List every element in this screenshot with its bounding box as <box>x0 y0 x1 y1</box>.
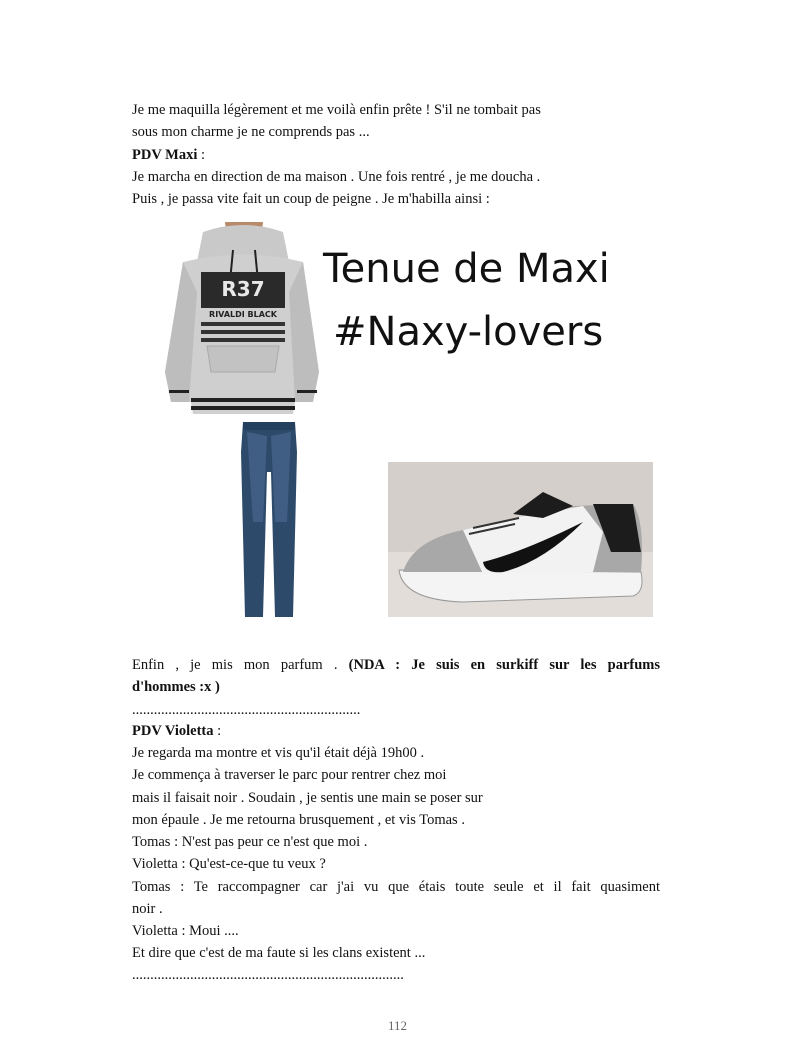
separator-dots: ........................................................................... <box>132 967 404 983</box>
paragraph-line: Et dire que c'est de ma faute si les clans existent ... <box>132 945 426 961</box>
pdv-maxi-heading-line <box>132 145 205 165</box>
outfit-collage-image <box>163 222 653 617</box>
paragraph-line: mon épaule . Je me retourna brusquement , et vis Tomas . <box>132 812 465 828</box>
paragraph-line: Je marcha en direction de ma maison . Une fois rentré , je me doucha . <box>132 169 541 185</box>
paragraph-line: Puis , je passa vite fait un coup de peigne . Je m'habilla ainsi : <box>132 191 490 207</box>
dialogue-line: Violetta : Moui .... <box>132 923 239 939</box>
jeans-image <box>241 422 297 617</box>
pdv-maxi-heading: PDV Maxi <box>132 147 198 163</box>
hoodie-print-logo: R37 <box>221 277 265 301</box>
paragraph-line: Je regarda ma montre et vis qu'il était déjà 19h00 . <box>132 745 425 761</box>
paragraph-line: Je commença à traverser le parc pour rentrer chez moi <box>132 767 447 783</box>
hoodie-image <box>163 222 323 417</box>
hoodie-print-brand: RIVALDI BLACK <box>209 310 277 319</box>
pdv-violetta-heading: PDV Violetta <box>132 723 214 739</box>
paragraph-line: sous mon charme je ne comprends pas ... <box>132 124 370 140</box>
dialogue-line: noir . <box>132 901 163 917</box>
parfum-text: Enfin , je mis mon parfum . <box>132 657 349 673</box>
collage-title-line2: #Naxy-lovers <box>333 309 604 355</box>
nda-note-line2: d'hommes :x ) <box>132 679 220 695</box>
collage-title-line1: Tenue de Maxi <box>323 246 610 292</box>
nda-note: (NDA : Je suis en surkiff sur les parfums <box>348 657 660 673</box>
pdv-violetta-heading-line <box>132 721 221 741</box>
outfit-collage-svg <box>163 222 653 617</box>
dialogue-line: Tomas : Te raccompagner car j'ai vu que étais toute seule et il fait quasiment <box>132 879 660 895</box>
parfum-line <box>132 655 660 675</box>
nda-note-line2-wrap <box>132 677 220 697</box>
paragraph-line: mais il faisait noir . Soudain , je sentis une main se poser sur <box>132 790 483 806</box>
sneaker-image <box>388 462 653 617</box>
page-number: 112 <box>387 1018 408 1033</box>
dialogue-line: Violetta : Qu'est-ce-que tu veux ? <box>132 856 326 872</box>
heading-colon: : <box>197 147 206 163</box>
separator-dots: ............................................................... <box>132 702 361 718</box>
paragraph-line: Je me maquilla légèrement et me voilà enfin prête ! S'il ne tombait pas <box>132 102 541 118</box>
dialogue-line: Tomas : N'est pas peur ce n'est que moi . <box>132 834 368 850</box>
heading-colon: : <box>213 723 222 739</box>
